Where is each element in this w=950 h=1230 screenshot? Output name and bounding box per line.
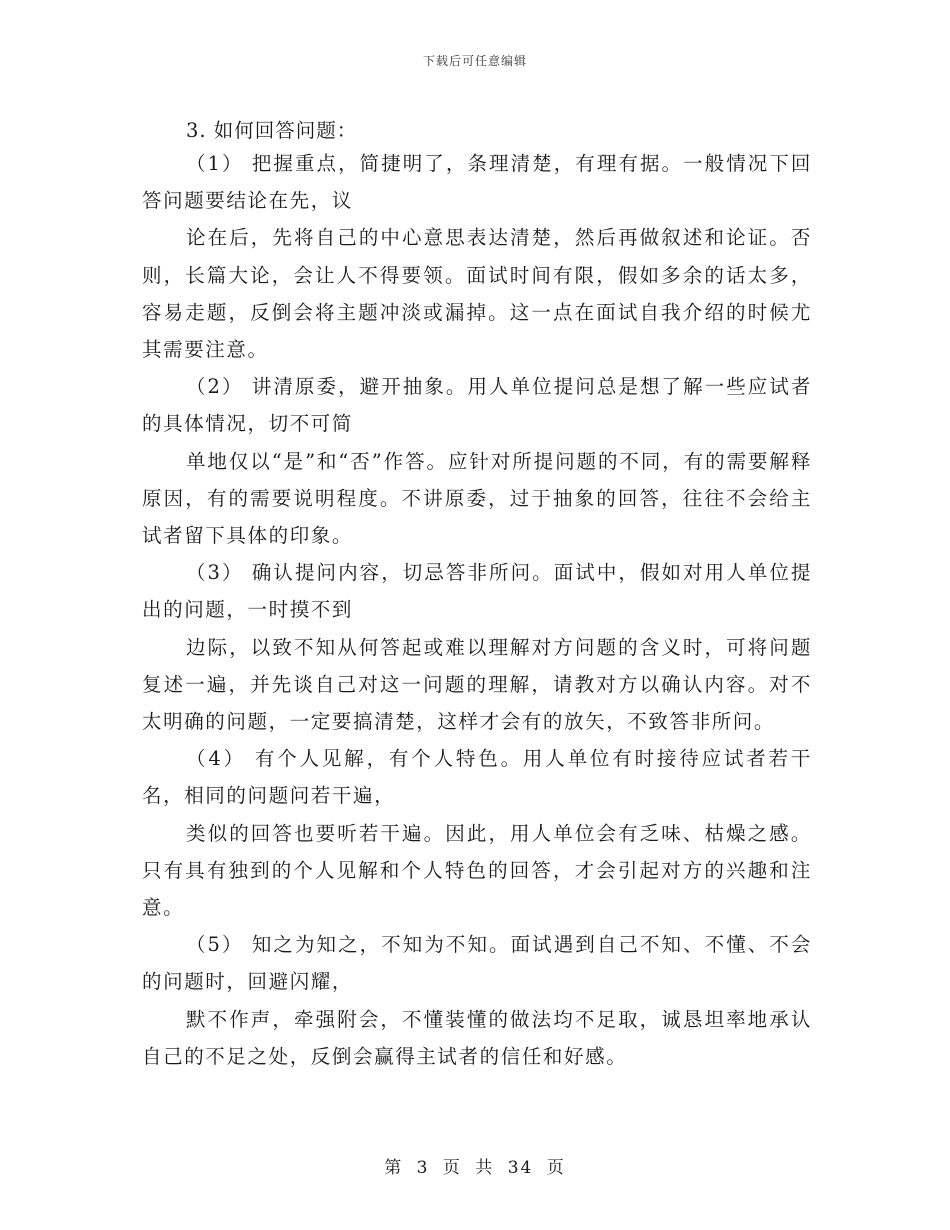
- paragraph-2-continuation: 单地仅以“是”和“否”作答。应针对所提问题的不同，有的需要解释原因，有的需要说明程度。不讲原委，过于抽象的回答，往往不会给主试者留下具体的印象。: [142, 449, 812, 548]
- paragraph-1-continuation: 论在后，先将自己的中心意思表达清楚，然后再做叙述和论证。否则，长篇大论，会让人不得要领。面试时间有限，假如多余的话太多，容易走题，反倒会将主题冲淡或漏掉。这一点在面试自我介绍的时候尤其需要注意。: [142, 226, 812, 362]
- paragraph-3-continuation: 边际，以致不知从何答起或难以理解对方问题的含义时，可将问题复述一遍，并先谈自己对这一问题的理解，请教对方以确认内容。对不太明确的问题，一定要搞清楚，这样才会有的放矢，不致答非所问。: [142, 635, 812, 734]
- paragraph-1-item: （1） 把握重点，简捷明了，条理清楚，有理有据。一般情况下回答问题要结论在先，议: [142, 152, 812, 213]
- body-text: [142, 145, 812, 1075]
- paragraph-5-continuation: 默不作声，牵强附会，不懂装懂的做法均不足取，诚恳坦率地承认自己的不足之处，反倒会赢得主试者的信任和好感。: [142, 1007, 812, 1068]
- paragraph-5-item: （5） 知之为知之，不知为不知。面试遇到自己不知、不懂、不会的问题时，回避闪耀，: [142, 933, 812, 994]
- paragraph-2-item: （2） 讲清原委，避开抽象。用人单位提问总是想了解一些应试者的具体情况，切不可简: [142, 375, 812, 436]
- paragraph-4-continuation: 类似的回答也要听若干遍。因此，用人单位会有乏味、枯燥之感。只有具有独到的个人见解和个人特色的回答，才会引起对方的兴趣和注意。: [142, 821, 812, 920]
- paragraph-4-item: （4） 有个人见解，有个人特色。用人单位有时接待应试者若干名，相同的问题问若干遍，: [142, 747, 812, 808]
- page-footer: 第 3 页 共 34 页: [384, 1158, 566, 1178]
- paragraph-3-item: （3） 确认提问内容，切忌答非所问。面试中，假如对用人单位提出的问题，一时摸不到: [142, 561, 812, 622]
- page-header: 下载后可任意编辑: [422, 54, 527, 68]
- section-heading: 3. 如何回答问题：: [186, 119, 358, 142]
